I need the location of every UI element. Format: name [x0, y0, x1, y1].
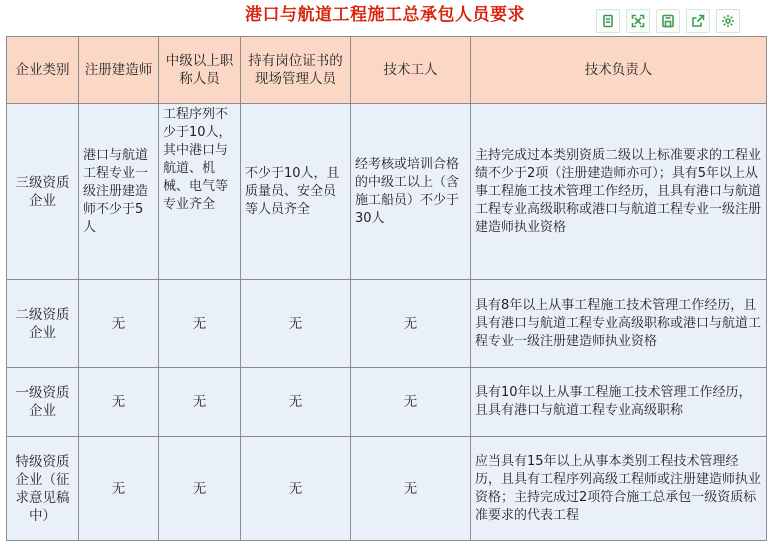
cell-skilled-workers: 无 [351, 437, 471, 541]
image-toolbar [596, 9, 740, 35]
settings-icon [721, 14, 735, 28]
header-tech-lead: 技术负责人 [471, 37, 767, 104]
cell-tech-lead: 应当具有15年以上从事本类别工程技术管理经历，且具有工程序列高级工程师或注册建造师执业资格；主持完成过2项符合施工总承包一级资质标准要求的代表工程 [471, 437, 767, 541]
fullscreen-button[interactable] [626, 9, 650, 33]
cell-skilled-workers: 无 [351, 367, 471, 436]
cell-intermediate-title: 工程序列不少于10人，其中港口与航道、机械、电气等专业齐全 [159, 104, 241, 280]
share-button[interactable] [686, 9, 710, 33]
save-icon [661, 14, 675, 28]
copy-icon [601, 14, 615, 28]
cell-skilled-workers: 经考核或培训合格的中级工以上（含施工船员）不少于30人 [351, 104, 471, 280]
cell-tech-lead: 具有10年以上从事工程施工技术管理工作经历，且具有港口与航道工程专业高级职称 [471, 367, 767, 436]
cell-category: 一级资质企业 [7, 367, 79, 436]
table-row [7, 104, 767, 280]
share-icon [691, 14, 705, 28]
header-site-managers: 持有岗位证书的现场管理人员 [241, 37, 351, 104]
cell-site-managers: 无 [241, 280, 351, 368]
cell-intermediate-title: 无 [159, 367, 241, 436]
table-header-row [7, 37, 767, 104]
cell-intermediate-title: 无 [159, 280, 241, 368]
cell-category: 特级资质企业（征求意见稿中） [7, 437, 79, 541]
cell-registered-builder: 无 [79, 437, 159, 541]
cell-category: 二级资质企业 [7, 280, 79, 368]
cell-registered-builder: 无 [79, 280, 159, 368]
header-registered-builder: 注册建造师 [79, 37, 159, 104]
settings-button[interactable] [716, 9, 740, 33]
cell-skilled-workers: 无 [351, 280, 471, 368]
header-intermediate-title: 中级以上职称人员 [159, 37, 241, 104]
copy-button[interactable] [596, 9, 620, 33]
cell-tech-lead: 具有8年以上从事工程施工技术管理工作经历，且具有港口与航道工程专业高级职称或港口与航道工程专业一级注册建造师执业资格 [471, 280, 767, 368]
personnel-requirements-table [6, 36, 767, 541]
cell-site-managers: 不少于10人，且质量员、安全员等人员齐全 [241, 104, 351, 280]
table-row [7, 367, 767, 436]
header-enterprise-category: 企业类别 [7, 37, 79, 104]
cell-tech-lead: 主持完成过本类别资质二级以上标准要求的工程业绩不少于2项（注册建造师亦可）；具有5年以上从事工程施工技术管理工作经历，且具有港口与航道工程专业高级职称或港口与航道工程专业一级注册建造师执业资格 [471, 104, 767, 280]
table-row [7, 437, 767, 541]
table-row [7, 280, 767, 368]
cell-intermediate-title: 无 [159, 437, 241, 541]
cell-site-managers: 无 [241, 367, 351, 436]
cell-site-managers: 无 [241, 437, 351, 541]
cell-registered-builder: 港口与航道工程专业一级注册建造师不少于5人 [79, 104, 159, 280]
page-title: 港口与航道工程施工总承包人员要求 [245, 5, 525, 25]
fullscreen-icon [631, 14, 645, 28]
cell-category: 三级资质企业 [7, 104, 79, 280]
cell-registered-builder: 无 [79, 367, 159, 436]
save-button[interactable] [656, 9, 680, 33]
header-skilled-workers: 技术工人 [351, 37, 471, 104]
